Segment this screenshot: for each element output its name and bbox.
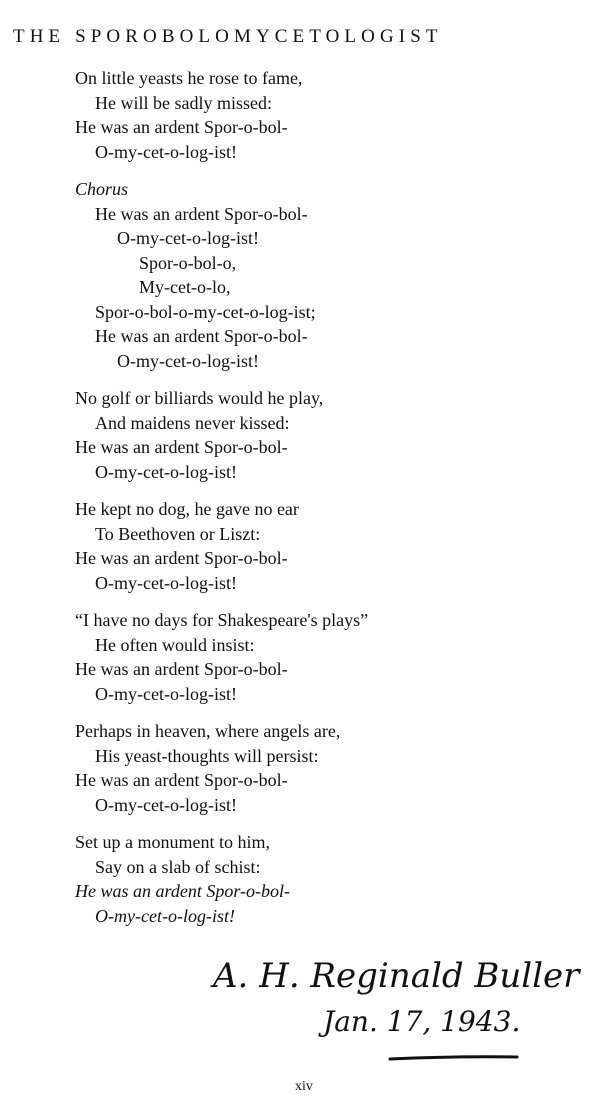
poem-line: He was an ardent Spor-o-bol- bbox=[75, 548, 288, 568]
poem-line: Set up a monument to him, bbox=[75, 832, 270, 852]
poem-line: To Beethoven or Liszt: bbox=[95, 523, 261, 544]
poem-line: No golf or billiards would he play, bbox=[75, 388, 324, 408]
poem-line: And maidens never kissed: bbox=[95, 412, 290, 433]
stanza-1 bbox=[75, 66, 595, 164]
poem-line: He was an ardent Spor-o-bol- bbox=[75, 770, 288, 790]
poem-line: O-my-cet-o-log-ist! bbox=[95, 141, 237, 162]
poem-line: O-my-cet-o-log-ist! bbox=[117, 228, 259, 248]
stanza-4 bbox=[75, 497, 595, 595]
poem-line: He was an ardent Spor-o-bol- bbox=[75, 437, 288, 457]
chorus-heading: Chorus bbox=[75, 179, 129, 199]
poem-line: He was an ardent Spor-o-bol- bbox=[95, 326, 308, 346]
stanza-7 bbox=[75, 830, 595, 928]
poem-line: Say on a slab of schist: bbox=[95, 856, 261, 877]
poem-line: Spor-o-bol-o, bbox=[139, 252, 237, 273]
poem-line: Perhaps in heaven, where angels are, bbox=[75, 721, 341, 741]
stanza-3 bbox=[75, 386, 595, 484]
poem-line: O-my-cet-o-log-ist! bbox=[95, 683, 237, 704]
poem-title: THE SPOROBOLOMYCETOLOGIST bbox=[13, 26, 443, 47]
poem-line: “I have no days for Shakespeare's plays” bbox=[75, 610, 369, 630]
signature-name: A. H. Reginald Buller bbox=[213, 956, 580, 996]
poem-line: On little yeasts he rose to fame, bbox=[75, 68, 303, 88]
poem-line: Spor-o-bol-o-my-cet-o-log-ist; bbox=[95, 301, 316, 322]
poem-line: His yeast-thoughts will persist: bbox=[95, 745, 319, 766]
stanza-chorus bbox=[75, 177, 595, 373]
poem-line: O-my-cet-o-log-ist! bbox=[95, 572, 237, 593]
handwritten-signature bbox=[205, 935, 600, 1070]
poem-line: He was an ardent Spor-o-bol- bbox=[75, 881, 290, 901]
poem-line: He was an ardent Spor-o-bol- bbox=[95, 203, 308, 224]
poem-line: O-my-cet-o-log-ist! bbox=[117, 350, 259, 371]
poem-line: He was an ardent Spor-o-bol- bbox=[75, 117, 288, 137]
signature-date: Jan. 17, 1943. bbox=[323, 1005, 521, 1038]
poem-line: O-my-cet-o-log-ist! bbox=[95, 905, 235, 926]
page-number: xiv bbox=[295, 1079, 313, 1094]
stanza-6 bbox=[75, 719, 595, 817]
poem-line: O-my-cet-o-log-ist! bbox=[95, 794, 237, 815]
stanza-5 bbox=[75, 608, 595, 706]
poem-line: My-cet-o-lo, bbox=[139, 277, 231, 297]
signature-underline bbox=[390, 1057, 517, 1059]
poem-line: He kept no dog, he gave no ear bbox=[75, 499, 299, 519]
poem-line: O-my-cet-o-log-ist! bbox=[95, 461, 237, 482]
poem-line: He often would insist: bbox=[95, 634, 255, 655]
poem-body bbox=[75, 66, 595, 928]
poem-line: He will be sadly missed: bbox=[95, 92, 272, 113]
poem-line: He was an ardent Spor-o-bol- bbox=[75, 659, 288, 679]
